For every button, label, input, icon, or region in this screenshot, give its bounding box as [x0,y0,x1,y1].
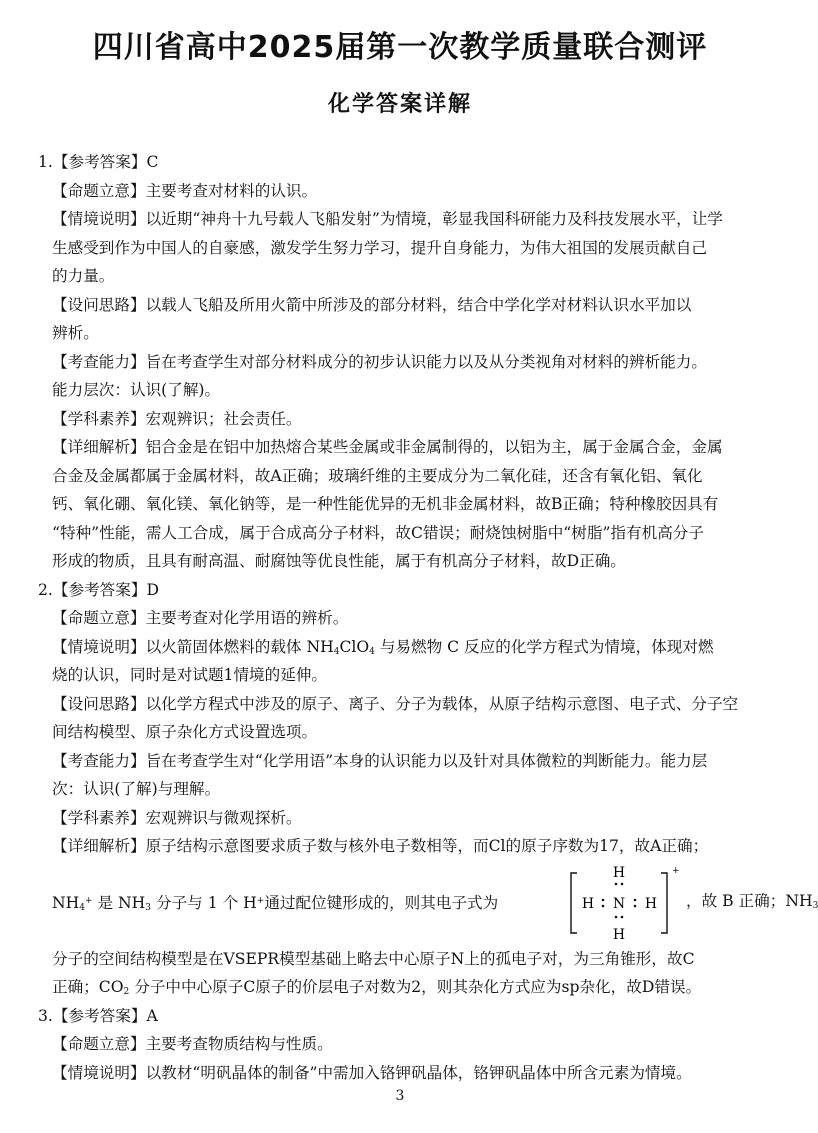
page-number: 3 [395,1088,405,1104]
q3-answer: 3.【参考答案】A [38,1006,158,1025]
document-subtitle: 化学答案详解 [327,92,472,117]
atom-h-right: H [644,895,658,912]
q1-analysis-line4: “特种”性能，需人工合成，属于合成高分子材料，故C错误；耐烧蚀树脂中“树脂”指有机高分子 [52,523,704,542]
q1-ability-line1: 【考查能力】旨在考查学生对部分材料成分的初步认识能力以及从分类视角对材料的辨析能力。 [52,352,707,371]
q2-ability-line2: 次：认识(了解)与理解。 [52,780,221,798]
q2-analysis-line2-rest: ，故 B 正确；$NH_3$ [686,891,818,911]
q2-scenario-line1: 【情境说明】以火箭固体燃料的载体 $NH_4ClO_4$ 与易燃物 C 反应的化学方程式为情境，体现对燃 [52,637,714,657]
atom-h-bottom: H [612,926,626,943]
q1-approach-line1: 【设问思路】以载人飞船及所用火箭中所涉及的部分材料，结合中学化学对材料认识水平加以 [52,295,692,314]
q2-ability-line1: 【考查能力】旨在考查学生对“化学用语”本身的认识能力以及针对具体微粒的判断能力。能力层 [52,751,708,770]
q1-analysis-line5: 形成的物质，且具有耐高温、耐腐蚀等优良性能，属于有机高分子材料，故D正确。 [52,552,626,570]
atom-h-top: H [612,864,626,881]
q2-analysis-line2-text: $NH_4^+$ 是 $NH_3$ 分子与 1 个 H+通过配位键形成的，则其电子式为 [52,893,499,913]
q1-analysis-line3: 钙、氧化硼、氧化镁、氧化钠等，是一种性能优异的无机非金属材料，故B正确；特种橡胶因具有 [52,495,719,513]
q2-analysis-line3: 分子的空间结构模型是在VSEPR模型基础上略去中心原子N上的孤电子对，为三角锥形，故C [52,949,695,968]
q2-scenario-line2: 烧的认识，同时是对试题1情境的延伸。 [52,666,328,684]
q2-literacy: 【学科素养】宏观辨识与微观探析。 [52,808,302,827]
q1-scenario-line1: 【情境说明】以近期“神舟十九号载人飞船发射”为情境，彰显我国科研能力及科技发展水平，让学 [52,210,723,228]
q1-answer: 1.【参考答案】C [38,153,159,171]
q3-scenario: 【情境说明】以教材“明矾晶体的制备”中需加入铬钾矾晶体，铬钾矾晶体中所含元素为情境。 [52,1063,692,1082]
q2-analysis-formula-row [38,861,818,945]
q2-answer: 2.【参考答案】D [38,580,159,599]
q2-approach-line2: 间结构模型、原子杂化方式设置选项。 [52,723,318,741]
q1-scenario-line2: 生感受到作为中国人的自豪感，激发学生努力学习，提升自身能力，为伟大祖国的发展贡献自己 [52,238,707,257]
bracket-left [571,873,577,933]
atom-n-center: N [612,895,626,912]
document-title: 四川省高中2025届第一次教学质量联合测评 [92,30,708,65]
q2-intent: 【命题立意】主要考查对化学用语的辨析。 [52,609,349,627]
q1-approach-line2: 辨析。 [52,324,99,342]
q1-literacy: 【学科素养】宏观辨识；社会责任。 [52,409,302,428]
q2-analysis-line1: 【详细解析】原子结构示意图要求质子数与核外电子数相等，而Cl的原子序数为17，故A正确； [52,837,709,855]
q1-intent: 【命题立意】主要考查对材料的认识。 [52,181,318,200]
q1-scenario-line3: 的力量。 [52,267,115,285]
q1-analysis-line2: 合金及金属都属于金属材料，故A正确；玻璃纤维的主要成分为二氧化硅，还含有氧化铝、氧化 [52,466,703,485]
bracket-right [661,873,667,933]
q1-ability-line2: 能力层次：认识(了解)。 [52,381,221,399]
ammonium-electron-formula [565,861,683,945]
answer-content [38,148,818,1087]
charge-label: + [672,865,680,876]
q1-analysis-line1: 【详细解析】铝合金是在铝中加热熔合某些金属或非金属制得的，以铝为主，属于金属合金，金属 [52,438,723,456]
q2-analysis-line4: 正确；$CO_2$ 分子中中心原子C原子的价层电子对数为2，则其杂化方式应为sp杂化，故D错误。 [52,978,702,997]
q3-intent: 【命题立意】主要考查物质结构与性质。 [52,1035,333,1053]
q2-approach-line1: 【设问思路】以化学方程式中涉及的原子、离子、分子为载体，从原子结构示意图、电子式、分子空 [52,694,739,713]
atom-h-left: H [581,895,595,912]
